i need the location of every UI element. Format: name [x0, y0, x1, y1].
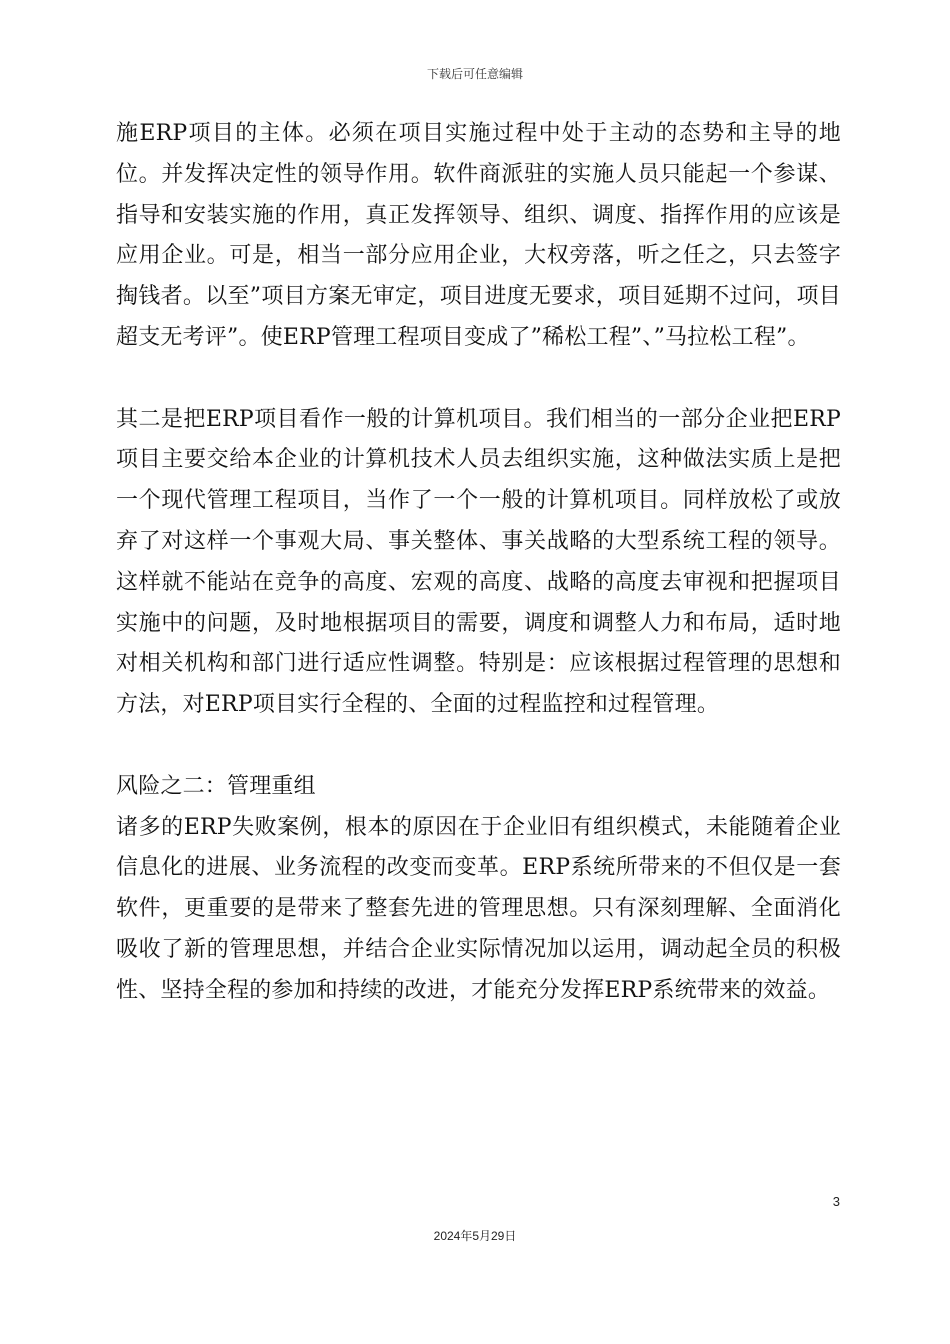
page-number: 3 — [832, 1194, 840, 1209]
page-header: 下载后可任意编辑 — [426, 67, 523, 81]
page-date: 2024年5月29日 — [433, 1229, 517, 1243]
paragraph-gap — [116, 359, 841, 400]
document-body — [116, 114, 841, 1012]
paragraph-erp-implementation-subject: 施ERP项目的主体。必须在项目实施过程中处于主动的态势和主导的地位。并发挥决定性的领导作用。软件商派驻的实施人员只能起一个参谋、指导和安装实施的作用，真正发挥领导、组织、调度、指挥作用的应该是应用企业。可是，相当一部分应用企业，大权旁落，听之任之，只去签字掏钱者。以至”项目方案无审定，项目进度无要求，项目延期不过问，项目超支无考评”。使ERP管理工程项目变成了”稀松工程”、”马拉松工程”。 — [116, 121, 841, 350]
section-heading-risk-two: 风险之二：管理重组 — [116, 773, 316, 799]
paragraph-management-reorganization: 诸多的ERP失败案例，根本的原因在于企业旧有组织模式，未能随着企业信息化的进展、业务流程的改变而变革。ERP系统所带来的不但仅是一套软件，更重要的是带来了整套先进的管理思想。只有深刻理解、全面消化吸收了新的管理思想，并结合企业实际情况加以运用，调动起全员的积极性、坚持全程的参加和持续的改进，才能充分发挥ERP系统带来的效益。 — [116, 814, 841, 1003]
paragraph-erp-as-computer-project: 其二是把ERP项目看作一般的计算机项目。我们相当的一部分企业把ERP项目主要交给本企业的计算机技术人员去组织实施，这种做法实质上是把一个现代管理工程项目，当作了一个一般的计算机项目。同样放松了或放弃了对这样一个事观大局、事关整体、事关战略的大型系统工程的领导。这样就不能站在竞争的高度、宏观的高度、战略的高度去审视和把握项目实施中的问题，及时地根据项目的需要，调度和调整人力和布局，适时地对相关机构和部门进行适应性调整。特别是：应该根据过程管理的思想和方法，对ERP项目实行全程的、全面的过程监控和过程管理。 — [116, 406, 841, 718]
paragraph-gap — [116, 726, 841, 767]
